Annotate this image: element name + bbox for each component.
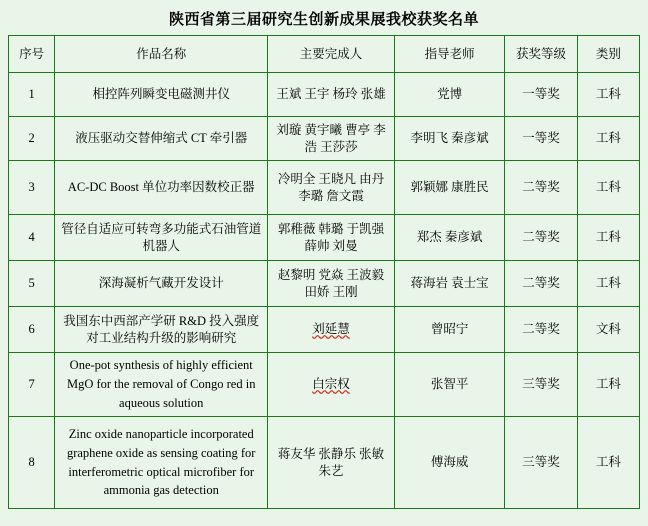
row-advisor: 张智平 (394, 353, 505, 417)
table-row (9, 261, 640, 307)
row-authors: 赵黎明 党焱 王波毅 田娇 王刚 (268, 261, 395, 307)
row-authors: 王斌 王宇 杨玲 张雄 (268, 73, 395, 117)
row-category: 工科 (577, 417, 639, 509)
page-title: 陕西省第三届研究生创新成果展我校获奖名单 (168, 12, 479, 28)
row-award-level: 二等奖 (505, 161, 577, 215)
row-no: 1 (9, 73, 55, 117)
row-authors: 刘璇 黄宇曦 曹亭 李浩 王莎莎 (268, 117, 395, 161)
row-authors: 冷明全 王晓凡 由丹 李璐 詹文霞 (268, 161, 395, 215)
table-row (9, 307, 640, 353)
row-work-title: 深海凝析气藏开发设计 (55, 261, 268, 307)
row-no: 2 (9, 117, 55, 161)
table-row (9, 215, 640, 261)
column-header-work-title: 作品名称 (55, 36, 268, 73)
row-award-level: 二等奖 (505, 215, 577, 261)
table-row (9, 161, 640, 215)
row-category: 工科 (577, 73, 639, 117)
row-category: 工科 (577, 353, 639, 417)
row-no: 6 (9, 307, 55, 353)
row-work-title: One-pot synthesis of highly efficient MgO for the removal of Congo red in aqueous solution (55, 353, 268, 417)
row-authors-text: 刘延慧 (312, 322, 350, 337)
column-header-category: 类别 (577, 36, 639, 73)
row-work-title: 我国东中西部产学研 R&D 投入强度对工业结构升级的影响研究 (55, 307, 268, 353)
row-work-title: 液压驱动交替伸缩式 CT 牵引器 (55, 117, 268, 161)
row-award-level: 一等奖 (505, 117, 577, 161)
row-advisor: 党博 (394, 73, 505, 117)
row-award-level: 三等奖 (505, 417, 577, 509)
table-header-row (9, 36, 640, 73)
row-category: 文科 (577, 307, 639, 353)
column-header-advisor: 指导老师 (394, 36, 505, 73)
row-work-title: AC-DC Boost 单位功率因数校正器 (55, 161, 268, 215)
row-advisor: 曾昭宁 (394, 307, 505, 353)
row-category: 工科 (577, 117, 639, 161)
row-no: 4 (9, 215, 55, 261)
row-award-level: 二等奖 (505, 261, 577, 307)
row-category: 工科 (577, 215, 639, 261)
row-advisor: 郭颖娜 康胜民 (394, 161, 505, 215)
row-no: 8 (9, 417, 55, 509)
row-no: 5 (9, 261, 55, 307)
row-award-level: 二等奖 (505, 307, 577, 353)
row-category: 工科 (577, 161, 639, 215)
column-header-no: 序号 (9, 36, 55, 73)
row-work-title: Zinc oxide nanoparticle incorporated graphene oxide as sensing coating for interferometric optical microfiber for ammonia gas detection (55, 417, 268, 509)
row-authors (268, 353, 395, 417)
row-advisor: 傅海威 (394, 417, 505, 509)
row-authors-text: 白宗权 (312, 377, 350, 392)
table-row (9, 73, 640, 117)
awards-table (8, 35, 640, 509)
row-category: 工科 (577, 261, 639, 307)
row-advisor: 李明飞 秦彦斌 (394, 117, 505, 161)
column-header-award-level: 获奖等级 (505, 36, 577, 73)
row-award-level: 一等奖 (505, 73, 577, 117)
column-header-authors: 主要完成人 (268, 36, 395, 73)
row-authors: 蒋友华 张静乐 张敏 朱艺 (268, 417, 395, 509)
row-award-level: 三等奖 (505, 353, 577, 417)
row-no: 3 (9, 161, 55, 215)
row-work-title: 管径自适应可转弯多功能式石油管道机器人 (55, 215, 268, 261)
table-row (9, 353, 640, 417)
row-no: 7 (9, 353, 55, 417)
row-authors (268, 307, 395, 353)
row-authors: 郭稚薇 韩璐 于凯强 薛帅 刘曼 (268, 215, 395, 261)
row-advisor: 郑杰 秦彦斌 (394, 215, 505, 261)
table-row (9, 417, 640, 509)
row-work-title: 相控阵列瞬变电磁测井仪 (55, 73, 268, 117)
table-row (9, 117, 640, 161)
row-advisor: 蒋海岩 袁士宝 (394, 261, 505, 307)
